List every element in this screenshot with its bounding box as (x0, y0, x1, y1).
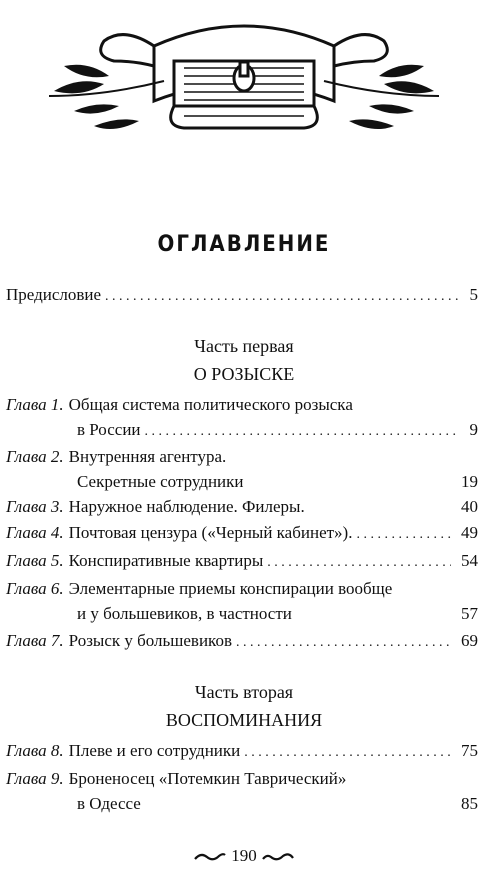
entry-title: Броненосец «Потемкин Таврический» (68, 769, 347, 788)
entry-page: 54 (461, 551, 478, 570)
toc-entry-chapter-4[interactable] (6, 520, 478, 545)
toc-entry-chapter-9[interactable] (6, 766, 478, 816)
leader-dots (267, 550, 451, 570)
entry-page: 57 (461, 604, 478, 623)
part-title: О РОЗЫСКЕ (193, 364, 295, 384)
entry-title: Почтовая цензура («Черный кабинет»). (68, 523, 353, 542)
toc-entry-chapter-1[interactable] (6, 392, 478, 442)
entry-page: 69 (461, 631, 478, 650)
entry-title: Общая система политического розыска (68, 395, 353, 414)
entry-page: 75 (461, 741, 478, 760)
part-title: ВОСПОМИНАНИЯ (165, 710, 323, 730)
chapter-label: Глава 7. (6, 631, 64, 650)
entry-title: Предисловие (6, 285, 102, 304)
entry-title: Розыск у большевиков (68, 631, 232, 650)
part-label: Часть вторая (194, 682, 294, 702)
toc-entry-chapter-5[interactable] (6, 548, 478, 573)
toc-entry-chapter-6[interactable] (6, 576, 478, 626)
leader-dots (356, 522, 451, 542)
entry-title: Наружное наблюдение. Филеры. (68, 497, 305, 516)
leader-dots (244, 740, 451, 760)
toc-entry-chapter-2[interactable] (6, 444, 478, 494)
entry-page: 9 (469, 420, 478, 439)
chapter-label: Глава 8. (6, 741, 64, 760)
chapter-label: Глава 3. (6, 497, 64, 516)
toc-entry-chapter-8[interactable] (6, 738, 478, 763)
leader-dots (145, 419, 460, 439)
chapter-label: Глава 4. (6, 523, 64, 542)
part-label: Часть первая (194, 336, 294, 356)
entry-page: 5 (469, 285, 478, 304)
toc-title: ОГЛАВЛЕНИЕ (157, 232, 331, 257)
chapter-label: Глава 1. (6, 395, 64, 414)
entry-page: 40 (461, 497, 478, 516)
entry-title: Плеве и его сотрудники (68, 741, 241, 760)
page-folio (0, 846, 488, 866)
entry-title-cont: Секретные сотрудники (77, 472, 244, 491)
chapter-label: Глава 2. (6, 447, 64, 466)
leader-dots (236, 630, 451, 650)
leader-dots (105, 284, 459, 304)
entry-title-cont: и у большевиков, в частности (77, 604, 292, 623)
chapter-label: Глава 5. (6, 551, 64, 570)
chapter-label: Глава 9. (6, 769, 64, 788)
swash-left-icon (193, 850, 227, 864)
toc-entry-chapter-7[interactable] (6, 628, 478, 653)
entry-title-cont: в России (77, 420, 141, 439)
entry-title: Элементарные приемы конспирации вообще (68, 579, 393, 598)
entry-title: Внутренняя агентура. (68, 447, 227, 466)
entry-page: 85 (461, 794, 478, 813)
toc-entry-preface[interactable] (6, 282, 478, 307)
page-number: 190 (231, 846, 257, 865)
toc-entry-chapter-3[interactable] (6, 494, 478, 519)
entry-page: 19 (461, 472, 478, 491)
entry-title: Конспиративные квартиры (68, 551, 264, 570)
entry-title-cont: в Одессе (77, 794, 141, 813)
swash-right-icon (261, 850, 295, 864)
chapter-label: Глава 6. (6, 579, 64, 598)
entry-page: 49 (461, 523, 478, 542)
scroll-ornament-icon (34, 6, 454, 146)
